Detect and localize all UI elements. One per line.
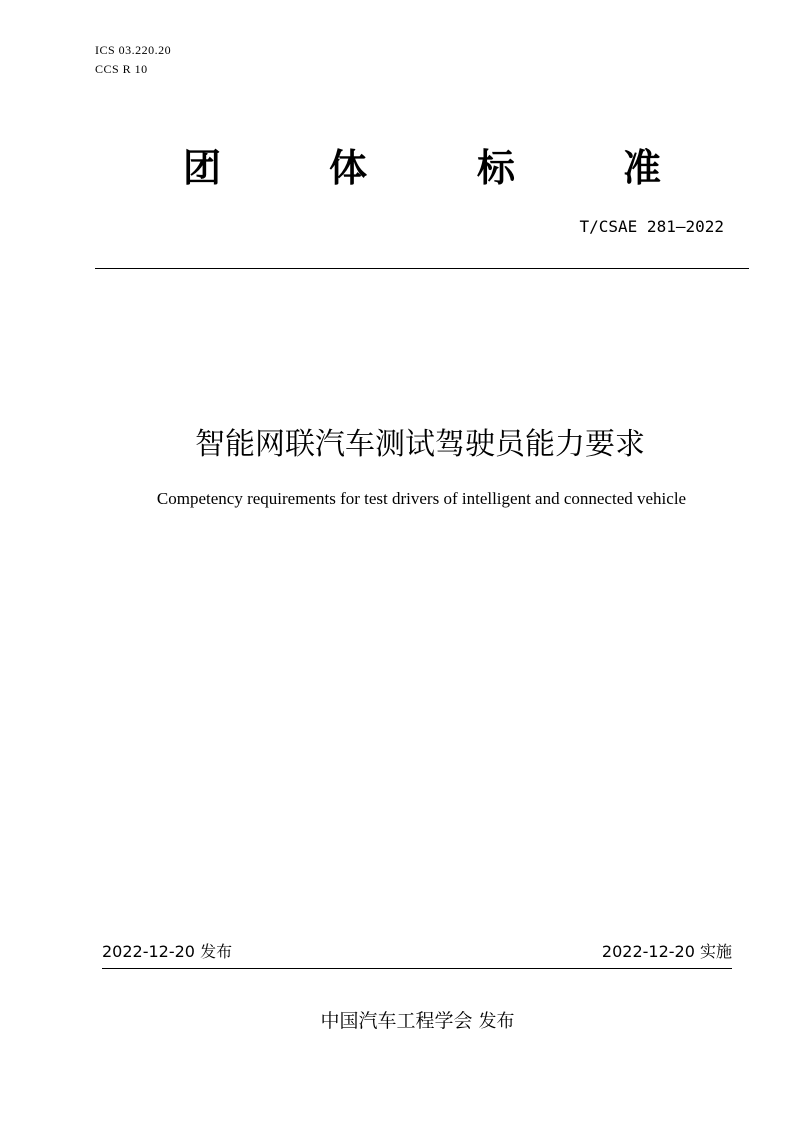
- issue-date: 2022-12-20 发布: [102, 942, 233, 961]
- standard-type-char: 准: [622, 146, 661, 190]
- publisher-name: 中国汽车工程学会: [320, 1010, 473, 1032]
- ics-code: ICS 03.220.20: [95, 43, 172, 57]
- document-title-chinese: 智能网联汽车测试驾驶员能力要求: [195, 427, 645, 462]
- standard-number: T/CSAE 281—2022: [579, 217, 724, 236]
- standard-type-char: 标: [476, 146, 515, 190]
- publisher: [0, 1008, 800, 1035]
- implementation-date: 2022-12-20 实施: [601, 942, 732, 961]
- document-title-english: Competency requirements for test drivers of intelligent and connected vehicle: [156, 489, 687, 508]
- standard-type-char: 团: [182, 146, 221, 190]
- bottom-divider: [102, 968, 732, 969]
- publisher-suffix: 发布: [478, 1011, 515, 1032]
- standard-type-char: 体: [328, 146, 367, 190]
- ccs-code: CCS R 10: [95, 62, 148, 76]
- top-divider: [95, 268, 749, 269]
